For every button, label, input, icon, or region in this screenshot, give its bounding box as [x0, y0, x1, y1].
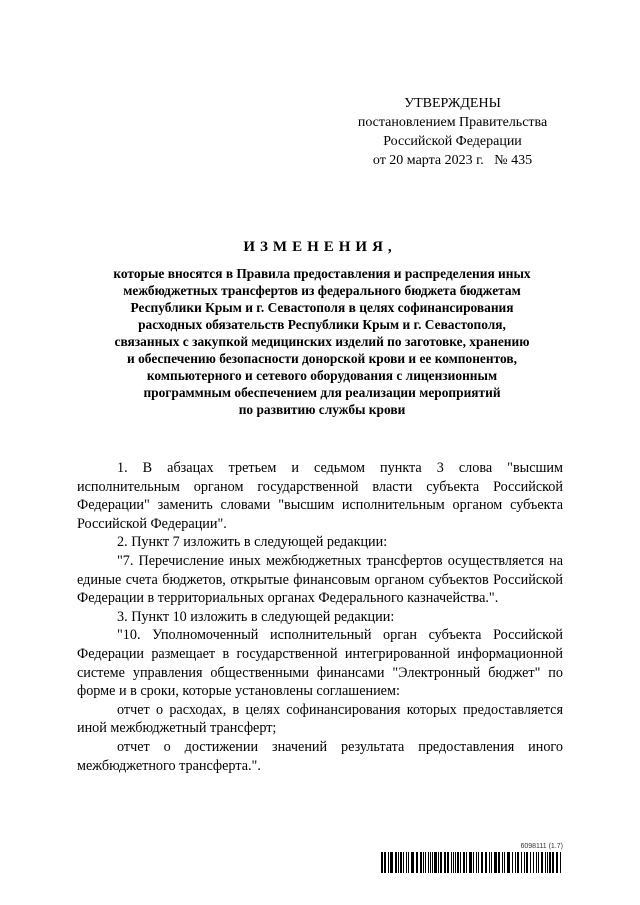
- approval-stamp: [345, 94, 560, 170]
- barcode: [381, 843, 563, 873]
- paragraph: "10. Уполномоченный исполнительный орган субъекта Российской Федерации размещает в государственной интегрированной информационной системе управления общественными финансами "Электронный бюджет" по форме и в сроки, которые установлены соглашением:: [77, 627, 563, 700]
- subtitle-line: расходных обязательств Республики Крым и г. Севастополя,: [138, 317, 506, 332]
- subtitle-line: программным обеспечением для реализации мероприятий: [143, 385, 501, 400]
- paragraph: отчет о достижении значений результата предоставления иного межбюджетного трансферта.".: [77, 738, 563, 774]
- paragraph: 2. Пункт 7 изложить в следующей редакции:: [117, 534, 388, 551]
- approval-line: Российской Федерации: [383, 134, 522, 149]
- approval-date-number: от 20 марта 2023 г. № 435: [372, 153, 533, 168]
- barcode-icon: [381, 852, 563, 873]
- document-subtitle: [82, 265, 562, 418]
- subtitle-line: которые вносятся в Правила предоставления и распределения иных: [113, 266, 531, 281]
- subtitle-line: межбюджетных трансфертов из федерального бюджета бюджетам: [123, 283, 521, 298]
- subtitle-line: и обеспечению безопасности донорской крови и ее компонентов,: [127, 351, 517, 366]
- document-title: ИЗМЕНЕНИЯ,: [243, 239, 397, 255]
- approval-line: постановлением Правительства: [357, 115, 548, 130]
- paragraph: 1. В абзацах третьем и седьмом пункта 3 слова "высшим исполнительным органом государственной власти субъекта Российской Федерации" заменить словами "высшим исполнительным органом субъекта Российской Федерации".: [77, 460, 563, 532]
- subtitle-line: по развитию службы крови: [238, 402, 406, 417]
- paragraph: 3. Пункт 10 изложить в следующей редакции:: [117, 608, 395, 625]
- barcode-caption: 6098111 (1.7): [520, 843, 563, 850]
- subtitle-line: компьютерного и сетевого оборудования с лицензионным: [146, 368, 498, 383]
- approval-heading: УТВЕРЖДЕНЫ: [404, 96, 501, 111]
- document-body: [77, 459, 563, 775]
- subtitle-line: связанных с закупкой медицинских изделий по заготовке, хранению: [114, 334, 530, 349]
- paragraph: "7. Перечисление иных межбюджетных трансфертов осуществляется на единые счета бюджетов, открытые финансовым органом субъектов Российской Федерации в территориальных органах Федерального казначейства.".: [77, 552, 563, 607]
- subtitle-line: Республики Крым и г. Севастополя в целях софинансирования: [130, 300, 514, 315]
- paragraph: отчет о расходах, в целях софинансирования которых предоставляется иной межбюджетный трансферт;: [77, 701, 563, 737]
